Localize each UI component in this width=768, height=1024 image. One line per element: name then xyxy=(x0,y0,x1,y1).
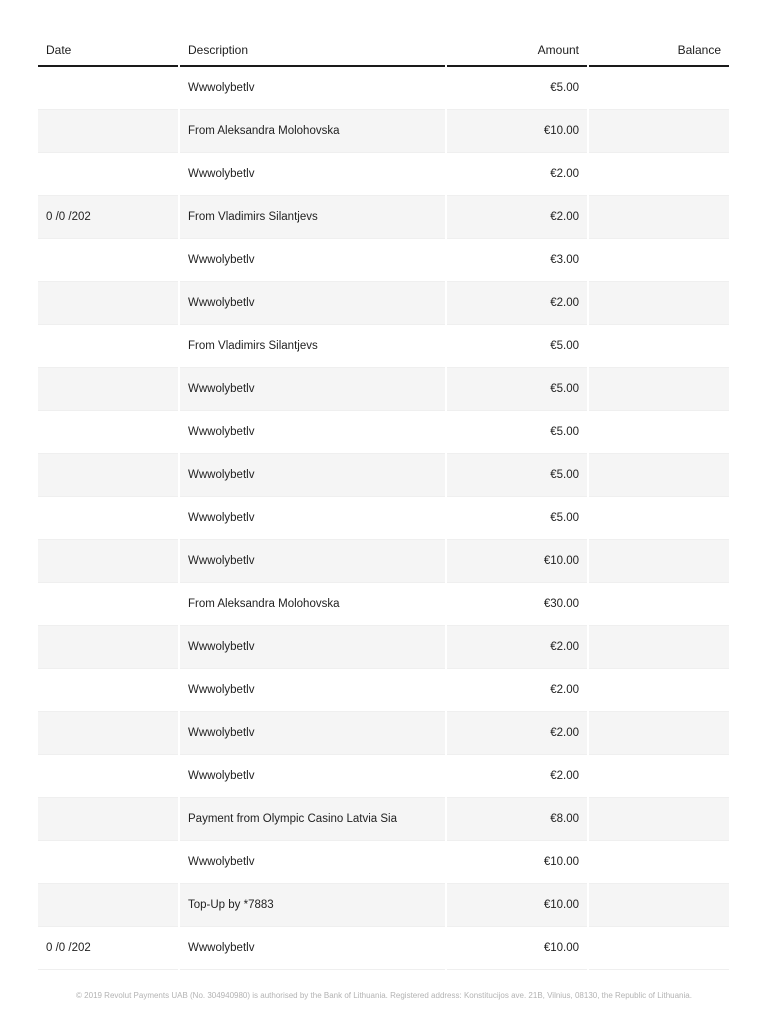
cell-date xyxy=(38,712,178,755)
cell-date xyxy=(38,67,178,110)
table-row xyxy=(38,626,729,669)
table-row xyxy=(38,325,729,368)
cell-date: 0 /0 /202 xyxy=(38,196,178,239)
cell-description: Wwwolybetlv xyxy=(180,755,445,798)
cell-date xyxy=(38,798,178,841)
cell-balance xyxy=(589,669,729,712)
cell-balance xyxy=(589,540,729,583)
cell-balance xyxy=(589,67,729,110)
table-row xyxy=(38,884,729,927)
cell-date xyxy=(38,884,178,927)
cell-description: Wwwolybetlv xyxy=(180,712,445,755)
cell-amount: €2.00 xyxy=(447,626,587,669)
cell-description: Wwwolybetlv xyxy=(180,841,445,884)
cell-description: From Aleksandra Molohovska xyxy=(180,583,445,626)
column-header-description: Description xyxy=(188,42,249,57)
cell-balance xyxy=(589,368,729,411)
table-row xyxy=(38,712,729,755)
cell-amount: €5.00 xyxy=(447,497,587,540)
table-row xyxy=(38,841,729,884)
cell-description: From Aleksandra Molohovska xyxy=(180,110,445,153)
cell-date xyxy=(38,325,178,368)
cell-balance xyxy=(589,153,729,196)
cell-description: Wwwolybetlv xyxy=(180,497,445,540)
cell-description: Wwwolybetlv xyxy=(180,153,445,196)
table-row xyxy=(38,110,729,153)
cell-balance xyxy=(589,927,729,970)
cell-amount: €10.00 xyxy=(447,927,587,970)
cell-amount: €2.00 xyxy=(447,712,587,755)
table-row xyxy=(38,196,729,239)
table-row xyxy=(38,669,729,712)
transactions-table xyxy=(38,34,729,970)
cell-amount: €10.00 xyxy=(447,841,587,884)
cell-balance xyxy=(589,196,729,239)
cell-description: Wwwolybetlv xyxy=(180,239,445,282)
cell-date xyxy=(38,583,178,626)
cell-date xyxy=(38,282,178,325)
cell-description: From Vladimirs Silantjevs xyxy=(180,196,445,239)
cell-amount: €2.00 xyxy=(447,196,587,239)
cell-amount: €5.00 xyxy=(447,454,587,497)
cell-date xyxy=(38,454,178,497)
cell-amount: €2.00 xyxy=(447,282,587,325)
cell-amount: €5.00 xyxy=(447,368,587,411)
cell-balance xyxy=(589,712,729,755)
cell-amount: €10.00 xyxy=(447,884,587,927)
cell-description: From Vladimirs Silantjevs xyxy=(180,325,445,368)
cell-amount: €5.00 xyxy=(447,411,587,454)
cell-amount: €10.00 xyxy=(447,540,587,583)
cell-date xyxy=(38,755,178,798)
cell-date xyxy=(38,540,178,583)
cell-date xyxy=(38,368,178,411)
cell-amount: €5.00 xyxy=(447,325,587,368)
cell-description: Top-Up by *7883 xyxy=(180,884,445,927)
cell-date: 0 /0 /202 xyxy=(38,927,178,970)
table-header xyxy=(38,34,729,65)
cell-date xyxy=(38,626,178,669)
table-row xyxy=(38,927,729,970)
cell-amount: €5.00 xyxy=(447,67,587,110)
cell-balance xyxy=(589,497,729,540)
legal-footer: © 2019 Revolut Payments UAB (No. 304940980) is authorised by the Bank of Lithuania. Registered address: Konstitucijos ave. 21B, Vilnius, 08130, the Republic of Lithuania. xyxy=(76,991,692,1000)
table-row xyxy=(38,67,729,110)
cell-balance xyxy=(589,239,729,282)
table-row xyxy=(38,454,729,497)
cell-amount: €8.00 xyxy=(447,798,587,841)
column-header-amount: Amount xyxy=(537,42,579,57)
cell-date xyxy=(38,411,178,454)
table-row xyxy=(38,411,729,454)
cell-balance xyxy=(589,626,729,669)
cell-date xyxy=(38,110,178,153)
cell-balance xyxy=(589,110,729,153)
table-body xyxy=(38,67,729,970)
cell-amount: €2.00 xyxy=(447,153,587,196)
table-row xyxy=(38,583,729,626)
table-row xyxy=(38,755,729,798)
cell-amount: €10.00 xyxy=(447,110,587,153)
cell-description: Wwwolybetlv xyxy=(180,67,445,110)
cell-balance xyxy=(589,755,729,798)
column-header-date: Date xyxy=(46,42,72,57)
cell-date xyxy=(38,497,178,540)
cell-balance xyxy=(589,454,729,497)
table-row xyxy=(38,282,729,325)
cell-balance xyxy=(589,884,729,927)
cell-amount: €30.00 xyxy=(447,583,587,626)
column-header-balance: Balance xyxy=(677,42,721,57)
cell-description: Wwwolybetlv xyxy=(180,669,445,712)
cell-balance xyxy=(589,411,729,454)
cell-description: Wwwolybetlv xyxy=(180,411,445,454)
table-row xyxy=(38,368,729,411)
table-row xyxy=(38,239,729,282)
table-row xyxy=(38,497,729,540)
table-row xyxy=(38,153,729,196)
cell-description: Wwwolybetlv xyxy=(180,454,445,497)
cell-amount: €2.00 xyxy=(447,669,587,712)
cell-date xyxy=(38,669,178,712)
cell-balance xyxy=(589,583,729,626)
cell-balance xyxy=(589,841,729,884)
cell-description: Wwwolybetlv xyxy=(180,626,445,669)
cell-description: Wwwolybetlv xyxy=(180,282,445,325)
cell-description: Payment from Olympic Casino Latvia Sia xyxy=(180,798,445,841)
cell-amount: €2.00 xyxy=(447,755,587,798)
table-row xyxy=(38,798,729,841)
cell-description: Wwwolybetlv xyxy=(180,540,445,583)
table-row xyxy=(38,540,729,583)
cell-description: Wwwolybetlv xyxy=(180,368,445,411)
cell-date xyxy=(38,239,178,282)
cell-balance xyxy=(589,282,729,325)
cell-date xyxy=(38,153,178,196)
cell-balance xyxy=(589,325,729,368)
cell-balance xyxy=(589,798,729,841)
cell-description: Wwwolybetlv xyxy=(180,927,445,970)
cell-date xyxy=(38,841,178,884)
cell-amount: €3.00 xyxy=(447,239,587,282)
